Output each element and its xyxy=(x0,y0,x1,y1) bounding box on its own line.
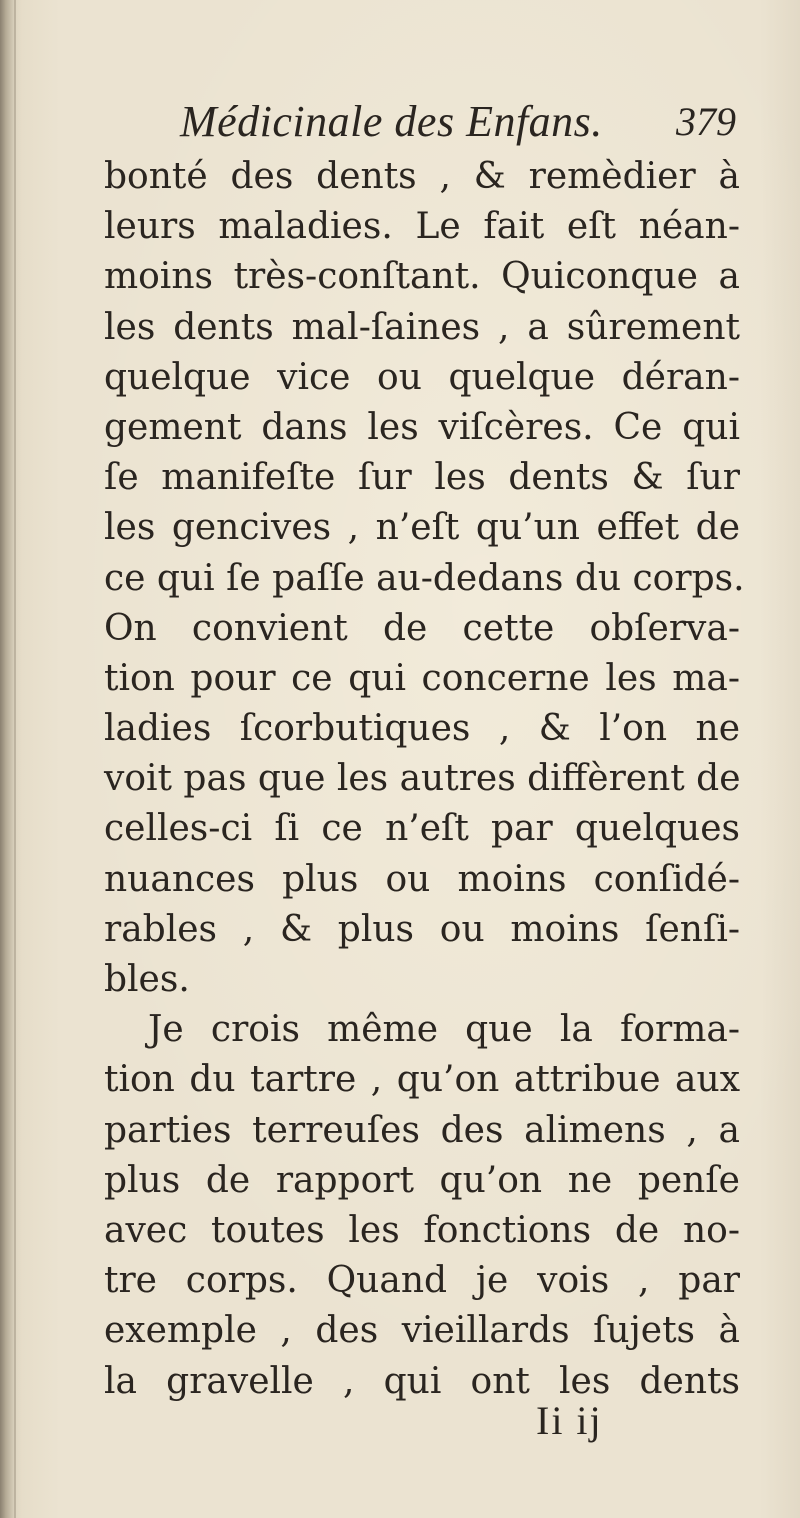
text-line: voit pas que les autres diffèrent de xyxy=(104,758,741,800)
text-line: leurs maladies. Le fait eſt néan- xyxy=(104,206,740,248)
text-line: exemple , des vieillards ſujets à xyxy=(104,1310,740,1352)
text-line: ladies ſcorbutiques , & l’on ne xyxy=(104,708,740,750)
paragraph-end-line: bles. xyxy=(104,959,190,1000)
text-line: ſe manifeſte ſur les dents & ſur xyxy=(104,457,740,499)
signature-mark: Ii ij xyxy=(536,1398,603,1443)
binding-gutter xyxy=(0,0,14,1518)
text-line: les gencives , n’eſt qu’un effet de xyxy=(104,507,740,549)
text-line: avec toutes les fonctions de no- xyxy=(104,1209,740,1251)
text-line: tion pour ce qui concerne les ma- xyxy=(104,657,740,699)
text-line: celles-ci ſi ce n’eſt par quelques xyxy=(104,808,740,850)
text-line: gement dans les viſcères. Ce qui xyxy=(104,406,740,448)
text-line: On convient de cette obſerva- xyxy=(104,607,740,649)
text-line: rables , & plus ou moins ſenſi- xyxy=(104,908,740,950)
text-line: tre corps. Quand je vois , par xyxy=(104,1260,740,1302)
body-text xyxy=(104,152,745,1407)
paragraph-start-line: Je crois même que la forma- xyxy=(148,1009,740,1051)
text-line: plus de rapport qu’on ne penſe xyxy=(104,1159,740,1201)
page-header xyxy=(100,96,750,148)
running-head: Médicinale des Enfans. xyxy=(180,97,603,146)
text-line: quelque vice ou quelque déran- xyxy=(104,356,740,398)
text-line: la gravelle , qui ont les dents xyxy=(104,1360,740,1402)
text-line: les dents mal-ſaines , a sûrement xyxy=(104,306,740,348)
text-line: nuances plus ou moins conſidé- xyxy=(104,858,740,900)
text-line: bonté des dents , & remèdier à xyxy=(104,156,740,197)
text-line: tion du tartre , qu’on attribue aux xyxy=(104,1059,740,1101)
text-line: moins très-conſtant. Quiconque a xyxy=(104,256,740,298)
text-line: parties terreuſes des alimens , a xyxy=(104,1109,740,1151)
page-edge xyxy=(14,0,16,1518)
page-number: 379 xyxy=(676,99,736,144)
text-line: ce qui ſe paſſe au-dedans du corps. xyxy=(104,557,745,599)
